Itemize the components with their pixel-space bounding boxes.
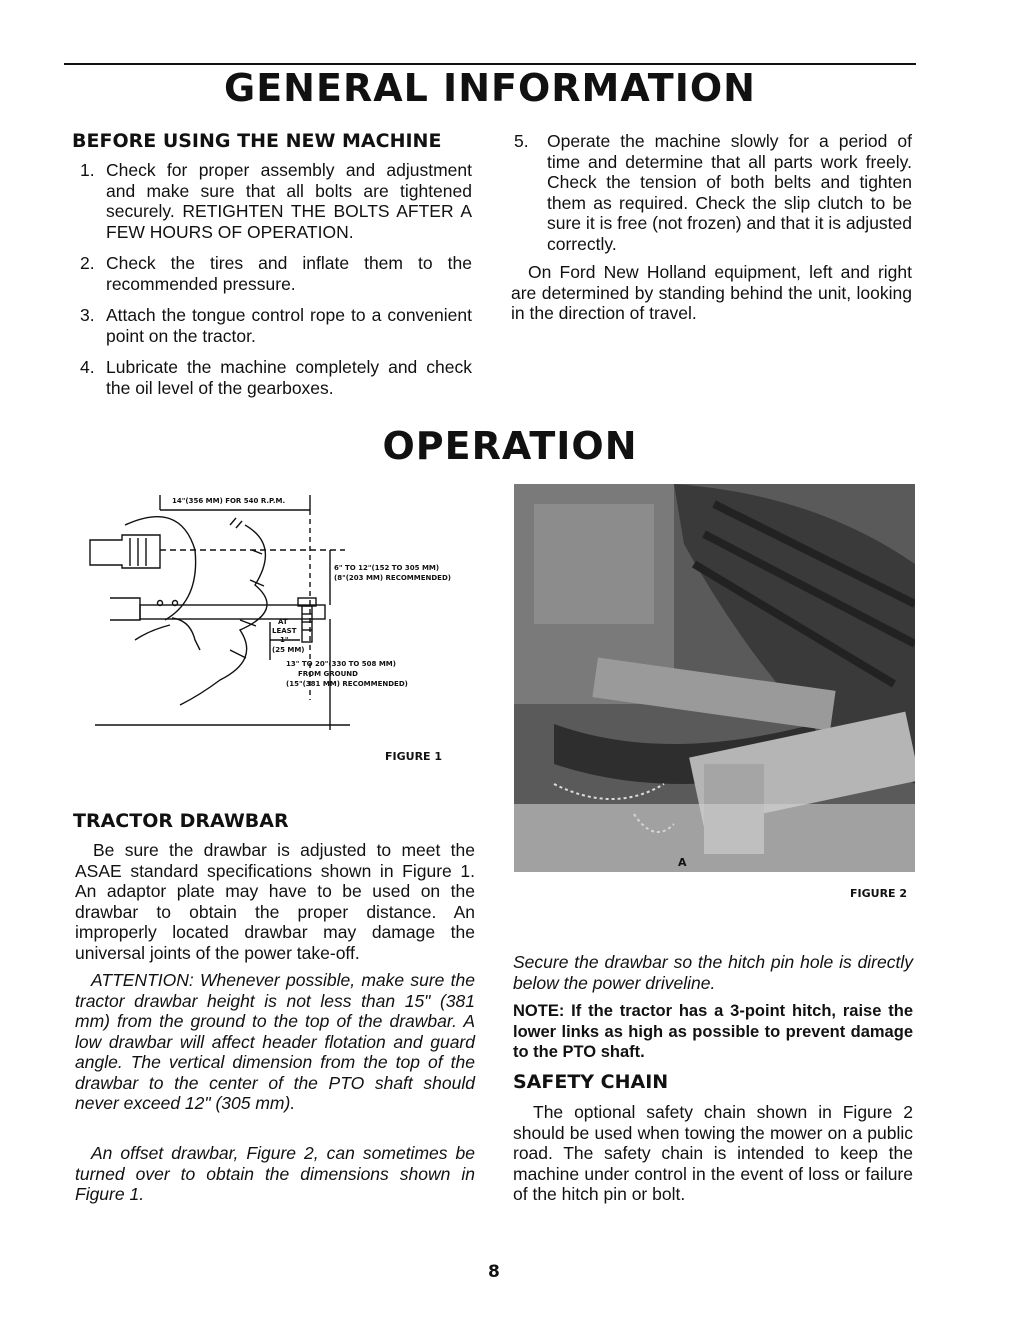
left-right-note: On Ford New Holland equipment, left and right are determined by standing behind the unit, looking in the direction of travel. [511,262,912,323]
fig1-label-top: 14"(356 MM) FOR 540 R.P.M. [172,497,286,505]
drawbar-dimension-diagram [80,490,460,730]
figure1-diagram [80,490,460,730]
list-item: 4. Lubricate the machine completely and check the oil level of the gearboxes. [80,357,472,398]
fig1-label-25mm: (25 MM) [272,646,305,654]
offset-drawbar-paragraph: An offset drawbar, Figure 2, can sometimes be turned over to obtain the dimensions shown in Figure 1. [75,1143,475,1204]
fig1-label-at: AT [278,618,288,626]
list-item: 1. Check for proper assembly and adjustment and make sure that all bolts are tightened securely. RETIGHTEN THE BOLTS AFTER A FEW HOURS OF OPERATION. [80,160,472,242]
figure2-photo [514,484,915,872]
tractor-hitch-photo [514,484,915,872]
note-3-point-hitch: NOTE: If the tractor has a 3-point hitch, raise the lower links as high as possible to prevent damage to the PTO shaft. [513,1002,913,1061]
fig1-label-6to12-a: 6" TO 12"(152 TO 305 MM) [334,564,440,572]
fig1-label-13to20-c: (15"(381 MM) RECOMMENDED) [286,680,408,688]
fig1-label-6to12-b: (8"(203 MM) RECOMMENDED) [334,574,451,582]
figure1-caption: FIGURE 1 [385,750,443,763]
fig1-label-13to20-a: 13" TO 20"(330 TO 508 MM) [286,660,396,668]
attention-paragraph: ATTENTION: Whenever possible, make sure the tractor drawbar height is not less than 15" (381 mm) from the ground to the top of the drawbar. A low drawbar will affect header flotation and guard angle. The vertical dimension from the top of the drawbar to the center of the PTO shaft should never exceed 12" (305 mm). [75,970,475,1113]
safety-chain-paragraph: The optional safety chain shown in Figure 2 should be used when towing the mower on a public road. The safety chain is intended to keep the machine under control in the event of loss or failure of the hitch pin or bolt. [513,1102,913,1204]
general-information-heading: GENERAL INFORMATION [224,66,756,110]
before-using-list-continued [514,131,912,265]
before-using-title: BEFORE USING THE NEW MACHINE [72,130,442,152]
safety-chain-title: SAFETY CHAIN [513,1071,669,1093]
secure-drawbar-paragraph: Secure the drawbar so the hitch pin hole is directly below the power driveline. [513,952,913,993]
tractor-drawbar-paragraph: Be sure the drawbar is adjusted to meet the ASAE standard specifications shown in Figure 1. An adaptor plate may have to be used on the drawbar to obtain the proper distance. An improperly located drawbar may damage the universal joints of the power take-off. [75,840,475,963]
list-item: 2. Check the tires and inflate them to the recommended pressure. [80,253,472,294]
fig1-label-1in: 1" [280,636,289,644]
figure2-caption: FIGURE 2 [850,887,908,900]
tractor-drawbar-title: TRACTOR DRAWBAR [73,810,289,832]
page-number: 8 [488,1262,500,1282]
fig1-label-13to20-b: FROM GROUND [298,670,358,678]
top-rule [64,63,916,65]
fig2-label-a: A [678,856,687,869]
operation-heading: OPERATION [382,424,638,468]
list-item: 3. Attach the tongue control rope to a convenient point on the tractor. [80,305,472,346]
list-item: 5. Operate the machine slowly for a period of time and determine that all parts work freely. Check the tension of both belts and tighten them as required. Check the slip clutch to be sure it is free (not frozen) and that it is adjusted correctly. [514,131,912,254]
before-using-list [72,160,472,409]
fig1-label-least: LEAST [272,627,297,635]
